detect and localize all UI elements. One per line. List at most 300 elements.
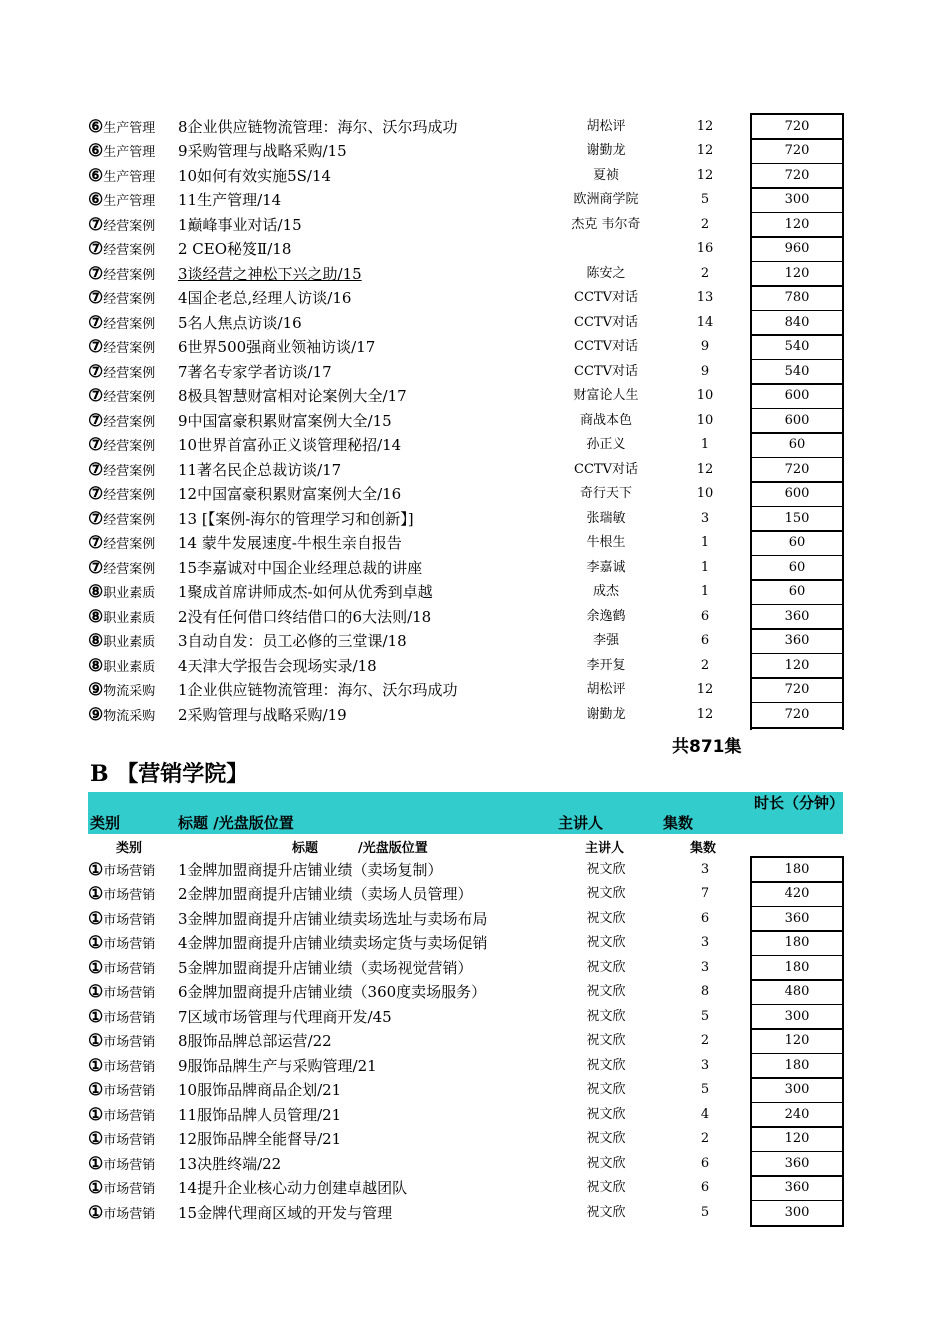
table-row: [88, 1127, 844, 1152]
header-duration: 时长（分钟）: [754, 794, 845, 812]
row-category-number: ⑦: [88, 312, 104, 333]
row-speaker: 祝文欣: [586, 1008, 626, 1024]
row-duration: 420: [784, 886, 810, 901]
row-title: 2没有任何借口终结借口的6大法则/18: [178, 607, 432, 626]
row-title: 15金牌代理商区域的开发与管理: [178, 1203, 393, 1222]
row-category: [88, 115, 155, 142]
row-title: 8服饰品牌总部运营/22: [178, 1032, 332, 1050]
row-episodes: 3: [700, 935, 710, 950]
row-duration: 540: [784, 363, 810, 379]
row-title: 6金牌加盟商提升店铺业绩（360度卖场服务）: [178, 983, 487, 1001]
table-row: [88, 482, 844, 507]
row-category-name: 市场营销: [103, 863, 156, 879]
row-duration: 540: [784, 339, 810, 354]
row-category-number: ⑧: [88, 582, 104, 602]
row-title: 3金牌加盟商提升店铺业绩卖场选址与卖场布局: [178, 909, 488, 928]
row-category-number: ⑦: [88, 557, 104, 578]
row-category: [88, 237, 155, 264]
row-title: 8极具智慧财富相对论案例大全/17: [178, 387, 407, 405]
row-category-number: ⑧: [88, 606, 104, 627]
row-duration: 180: [784, 861, 810, 877]
row-category-name: 经营案例: [103, 390, 156, 405]
row-category: [88, 1078, 155, 1105]
total-episodes: 共871集: [672, 737, 742, 757]
row-category-number: ①: [88, 1104, 104, 1125]
row-category-number: ①: [88, 884, 104, 904]
row-category-number: ⑦: [88, 288, 104, 308]
row-title: 2金牌加盟商提升店铺业绩（卖场人员管理）: [178, 885, 473, 903]
row-category: [88, 605, 155, 632]
row-category-number: ①: [88, 1153, 104, 1174]
row-category-number: ①: [88, 1129, 104, 1149]
table-row: [88, 1176, 844, 1201]
table-row: [88, 335, 844, 360]
row-speaker: 祝文欣: [586, 1155, 626, 1171]
row-category-number: ⑨: [88, 704, 104, 725]
row-duration: 720: [784, 118, 810, 134]
row-duration: 300: [784, 1008, 810, 1024]
row-duration: 120: [784, 1033, 810, 1048]
table-row: [88, 360, 844, 385]
row-category-number: ⑦: [88, 337, 104, 357]
row-category-number: ①: [88, 1055, 104, 1076]
row-category-name: 市场营销: [103, 1133, 156, 1148]
row-speaker: CCTV对话: [574, 314, 638, 330]
table-row: [88, 188, 844, 213]
row-category: [88, 409, 155, 436]
table-row: [88, 458, 844, 483]
row-title: 7著名专家学者访谈/17: [178, 362, 332, 381]
table-row: [88, 931, 844, 956]
row-episodes: 10: [696, 412, 714, 428]
row-category-name: 经营案例: [103, 292, 156, 307]
row-speaker: 祝文欣: [586, 1131, 626, 1146]
table-row: [88, 1078, 844, 1103]
row-category-number: ⑦: [88, 484, 104, 504]
row-category-name: 经营案例: [103, 218, 156, 234]
table-row: [88, 1054, 844, 1079]
row-duration: 60: [788, 535, 806, 550]
row-episodes: 7: [700, 886, 710, 901]
row-episodes: 2: [700, 216, 710, 232]
row-category-name: 经营案例: [103, 414, 156, 430]
table-row: [88, 1152, 844, 1177]
row-duration: 120: [784, 216, 810, 232]
row-episodes: 10: [696, 388, 714, 403]
row-title: 1聚成首席讲师成杰-如何从优秀到卓越: [178, 583, 433, 601]
table-row: [88, 605, 844, 630]
header-episodes: 集数: [663, 814, 694, 832]
row-category-number: ①: [88, 1202, 104, 1223]
row-category-number: ⑥: [88, 116, 104, 137]
row-category-number: ⑦: [88, 508, 104, 529]
row-category-name: 市场营销: [103, 1108, 156, 1124]
row-category-name: 市场营销: [103, 1157, 156, 1173]
table-row: [88, 409, 844, 434]
table-row: [88, 115, 844, 140]
table-row: [88, 1005, 844, 1030]
row-category: [88, 164, 155, 191]
row-title: 4天津大学报告会现场实录/18: [178, 656, 377, 675]
row-duration: 180: [784, 959, 810, 975]
row-episodes: 2: [700, 1033, 710, 1048]
row-title: 9采购管理与战略采购/15: [178, 142, 347, 160]
row-episodes: 4: [700, 1106, 710, 1122]
row-speaker: 祝文欣: [586, 886, 626, 901]
row-speaker: 胡松评: [586, 118, 626, 134]
row-category-name: 市场营销: [103, 888, 156, 903]
row-title: 4金牌加盟商提升店铺业绩卖场定货与卖场促销: [178, 934, 488, 952]
table-row: [88, 311, 844, 336]
row-category-number: ⑧: [88, 655, 104, 676]
row-episodes: 6: [700, 608, 710, 624]
row-category: [88, 1176, 155, 1203]
row-speaker: 祝文欣: [586, 1033, 626, 1048]
row-episodes: 6: [700, 1155, 710, 1171]
row-title: 1企业供应链物流管理：海尔、沃尔玛成功: [178, 681, 458, 699]
table-row: [88, 433, 844, 458]
row-duration: 60: [788, 584, 806, 599]
row-speaker: 余逸鹤: [586, 608, 626, 624]
row-category-name: 市场营销: [103, 1182, 156, 1197]
row-category-name: 市场营销: [103, 1206, 156, 1222]
row-category-number: ⑨: [88, 680, 104, 700]
row-category-name: 经营案例: [103, 365, 156, 381]
row-category: [88, 286, 155, 313]
row-speaker: 牛根生: [586, 535, 626, 550]
row-episodes: 12: [696, 461, 714, 477]
row-episodes: 2: [700, 265, 710, 281]
row-episodes: 8: [700, 984, 710, 999]
row-category: [88, 458, 155, 485]
row-speaker: 祝文欣: [586, 1082, 626, 1097]
row-category-name: 经营案例: [103, 341, 156, 356]
table-row: [88, 213, 844, 238]
row-episodes: 2: [700, 657, 710, 673]
row-speaker: 欧洲商学院: [573, 192, 639, 207]
table-row: [88, 678, 844, 703]
row-category-number: ⑦: [88, 214, 104, 235]
table-row: [88, 1201, 844, 1226]
row-speaker: 祝文欣: [586, 1057, 626, 1073]
row-episodes: 13: [696, 290, 714, 305]
row-category-name: 生产管理: [103, 120, 156, 136]
row-title: 14提升企业核心动力创建卓越团队: [178, 1179, 408, 1197]
row-episodes: 5: [700, 1008, 710, 1024]
row-category-number: ①: [88, 859, 104, 880]
subheader-episodes: 集数: [690, 841, 717, 856]
row-category: [88, 931, 155, 958]
row-category-name: 职业素质: [103, 659, 156, 675]
row-category-number: ①: [88, 908, 104, 929]
row-category: [88, 507, 155, 534]
row-category-name: 市场营销: [103, 1010, 156, 1026]
row-episodes: 1: [700, 584, 710, 599]
row-category-number: ①: [88, 1031, 104, 1051]
table-row: [88, 237, 844, 262]
header-category: 类别: [90, 814, 121, 832]
row-category-number: ⑦: [88, 410, 104, 431]
table-row: [88, 980, 844, 1005]
row-category-number: ⑦: [88, 361, 104, 382]
subheader-position: /光盘版位置: [358, 841, 428, 856]
row-category: [88, 531, 155, 558]
row-duration: 960: [784, 241, 810, 256]
row-duration: 360: [784, 1180, 810, 1195]
row-episodes: 3: [700, 1057, 710, 1073]
row-duration: 120: [784, 657, 810, 673]
row-title: 5金牌加盟商提升店铺业绩（卖场视觉营销）: [178, 958, 473, 977]
row-category-name: 经营案例: [103, 439, 156, 454]
row-duration: 780: [784, 290, 810, 305]
row-duration: 300: [784, 192, 810, 207]
row-category-name: 市场营销: [103, 961, 156, 977]
subheader-category: 类别: [116, 841, 143, 856]
table-row: [88, 556, 844, 581]
row-category-number: ①: [88, 1006, 104, 1027]
row-episodes: 10: [696, 486, 714, 501]
row-duration: 360: [784, 910, 810, 926]
row-episodes: 12: [696, 706, 714, 722]
row-speaker: CCTV对话: [574, 290, 638, 305]
row-speaker: 李强: [592, 633, 619, 648]
row-category: [88, 580, 155, 607]
row-speaker: CCTV对话: [574, 363, 638, 379]
row-speaker: 祝文欣: [586, 861, 626, 877]
row-duration: 720: [784, 461, 810, 477]
row-speaker: 谢勤龙: [586, 143, 626, 158]
row-duration: 360: [784, 633, 810, 648]
row-episodes: 3: [700, 861, 710, 877]
row-speaker: 谢勤龙: [586, 706, 626, 722]
table-row: [88, 629, 844, 654]
row-category-name: 物流采购: [103, 684, 156, 699]
row-category-name: 经营案例: [103, 267, 156, 283]
row-episodes: 9: [700, 363, 710, 379]
row-speaker: 祝文欣: [586, 959, 626, 975]
row-speaker: 奇行天下: [579, 486, 632, 501]
row-category-name: 市场营销: [103, 986, 156, 1001]
row-episodes: 1: [700, 535, 710, 550]
top-duration-left-border: [750, 116, 752, 730]
row-speaker: 李开复: [586, 657, 626, 673]
row-speaker: 祝文欣: [586, 1204, 626, 1220]
row-duration: 600: [784, 486, 810, 501]
row-category: [88, 433, 155, 460]
row-episodes: 3: [700, 959, 710, 975]
table-row: [88, 507, 844, 532]
row-category-name: 职业素质: [103, 635, 156, 650]
row-episodes: 12: [696, 143, 714, 158]
row-duration: 480: [784, 984, 810, 999]
row-speaker: 祝文欣: [586, 984, 626, 999]
row-category-name: 职业素质: [103, 586, 156, 601]
row-speaker: 杰克 韦尔奇: [571, 216, 641, 232]
section-title: B 【营销学院】: [90, 761, 249, 787]
row-category-name: 经营案例: [103, 537, 156, 552]
row-category-number: ①: [88, 982, 104, 1002]
row-title: 10世界首富孙正义谈管理秘招/14: [178, 436, 402, 454]
table-row: [88, 1103, 844, 1128]
row-category-name: 经营案例: [103, 243, 156, 258]
row-category: [88, 858, 155, 885]
row-category: [88, 956, 155, 983]
row-category-number: ⑦: [88, 239, 104, 259]
table-header: [88, 792, 843, 834]
row-duration: 720: [784, 706, 810, 722]
row-category-name: 生产管理: [103, 145, 156, 160]
row-category: [88, 703, 155, 730]
top-duration-right-border: [842, 116, 844, 730]
row-episodes: 2: [700, 1131, 710, 1146]
table-row: [88, 858, 844, 883]
row-category: [88, 629, 155, 656]
row-category-name: 市场营销: [103, 912, 156, 928]
row-speaker: 胡松评: [586, 682, 626, 697]
row-episodes: 3: [700, 510, 710, 526]
subheader-speaker: 主讲人: [585, 841, 625, 856]
table-subheader: [88, 839, 844, 859]
row-title: 11著名民企总裁访谈/17: [178, 460, 342, 479]
row-speaker: 商战本色: [579, 412, 632, 428]
row-episodes: 6: [700, 910, 710, 926]
row-episodes: 16: [696, 241, 714, 256]
row-speaker: 财富论人生: [573, 388, 639, 403]
row-speaker: 祝文欣: [586, 910, 626, 926]
row-duration: 180: [784, 935, 810, 950]
row-episodes: 1: [700, 437, 710, 452]
row-category-number: ⑥: [88, 190, 104, 210]
row-speaker: 李嘉诚: [586, 559, 626, 575]
row-title: 7区域市场管理与代理商开发/45: [178, 1007, 392, 1026]
row-title: 9中国富豪积累财富案例大全/15: [178, 411, 392, 430]
row-title: 5名人焦点访谈/16: [178, 313, 302, 332]
table-row: [88, 580, 844, 605]
row-category-name: 经营案例: [103, 512, 156, 528]
row-duration: 720: [784, 167, 810, 183]
row-duration: 600: [784, 388, 810, 403]
row-title: 12服饰品牌全能督导/21: [178, 1130, 342, 1148]
subheader-title: 标题: [292, 841, 319, 856]
row-episodes: 6: [700, 1180, 710, 1195]
row-category-name: 生产管理: [103, 169, 156, 185]
row-title: 14 蒙牛发展速度-牛根生亲自报告: [178, 534, 402, 552]
row-title: 10服饰品牌商品企划/21: [178, 1081, 342, 1099]
row-category-number: ①: [88, 933, 104, 953]
row-category: [88, 907, 155, 934]
row-title: 2 CEO秘笈Ⅱ/18: [178, 240, 292, 258]
row-duration: 360: [784, 1155, 810, 1171]
row-category: [88, 335, 155, 362]
row-speaker: CCTV对话: [574, 461, 638, 477]
row-category-number: ⑥: [88, 141, 104, 161]
row-episodes: 9: [700, 339, 710, 354]
row-speaker: 成杰: [592, 584, 619, 599]
row-title: 2采购管理与战略采购/19: [178, 705, 347, 724]
row-duration: 720: [784, 143, 810, 158]
row-episodes: 14: [696, 314, 714, 330]
table-row: [88, 262, 844, 287]
row-category-name: 市场营销: [103, 1084, 156, 1099]
row-title: 10如何有效实施5S/14: [178, 166, 332, 185]
row-title: 13 [【案例-海尔的管理学习和创新】]: [178, 509, 414, 528]
row-title: 15李嘉诚对中国企业经理总裁的讲座: [178, 558, 423, 577]
row-category: [88, 980, 155, 1007]
row-category-name: 市场营销: [103, 1035, 156, 1050]
row-title: 1金牌加盟商提升店铺业绩（卖场复制）: [178, 860, 443, 879]
header-title: 标题 /光盘版位置: [178, 814, 294, 832]
row-category-name: 市场营销: [103, 937, 156, 952]
table-row: [88, 907, 844, 932]
row-category-number: ⑦: [88, 386, 104, 406]
row-speaker: CCTV对话: [574, 339, 638, 354]
row-speaker: 祝文欣: [586, 1180, 626, 1195]
row-category: [88, 360, 155, 387]
row-speaker: 祝文欣: [586, 935, 626, 950]
row-category-number: ①: [88, 957, 104, 978]
row-category-number: ①: [88, 1080, 104, 1100]
row-duration: 60: [788, 437, 806, 452]
row-category: [88, 384, 155, 411]
row-category-name: 经营案例: [103, 463, 156, 479]
table-row: [88, 703, 844, 728]
row-category: [88, 1005, 155, 1032]
row-category: [88, 678, 155, 705]
row-duration: 720: [784, 682, 810, 697]
row-category-number: ⑦: [88, 533, 104, 553]
row-category: [88, 482, 155, 509]
row-category: [88, 1029, 155, 1056]
row-category: [88, 262, 155, 289]
row-episodes: 12: [696, 118, 714, 134]
row-category: [88, 188, 155, 215]
row-category-name: 物流采购: [103, 708, 156, 724]
row-category: [88, 139, 155, 166]
row-duration: 300: [784, 1082, 810, 1097]
row-category-number: ⑧: [88, 631, 104, 651]
table-row: [88, 286, 844, 311]
table-row: [88, 654, 844, 679]
row-duration: 360: [784, 608, 810, 624]
row-title: 11生产管理/14: [178, 191, 282, 209]
row-category: [88, 1152, 155, 1179]
row-category: [88, 1054, 155, 1081]
row-episodes: 12: [696, 167, 714, 183]
row-speaker: 张瑞敏: [586, 510, 626, 526]
row-category-name: 职业素质: [103, 610, 156, 626]
header-speaker: 主讲人: [558, 814, 604, 832]
row-category-number: ⑦: [88, 459, 104, 480]
row-duration: 600: [784, 412, 810, 428]
row-category-number: ⑥: [88, 165, 104, 186]
row-title: 11服饰品牌人员管理/21: [178, 1105, 342, 1124]
table-row: [88, 164, 844, 189]
row-category: [88, 882, 155, 909]
row-episodes: 6: [700, 633, 710, 648]
row-title: 4国企老总,经理人访谈/16: [178, 289, 352, 307]
row-category-name: 市场营销: [103, 1059, 156, 1075]
row-speaker: 祝文欣: [586, 1106, 626, 1122]
row-episodes: 12: [696, 682, 714, 697]
row-duration: 240: [784, 1106, 810, 1122]
table-row: [88, 956, 844, 981]
row-category-number: ⑦: [88, 263, 104, 284]
row-title: 3自动自发：员工必修的三堂课/18: [178, 632, 407, 650]
row-duration: 150: [784, 510, 810, 526]
row-title: 9服饰品牌生产与采购管理/21: [178, 1056, 377, 1075]
row-episodes: 1: [700, 559, 710, 575]
row-category-name: 经营案例: [103, 561, 156, 577]
